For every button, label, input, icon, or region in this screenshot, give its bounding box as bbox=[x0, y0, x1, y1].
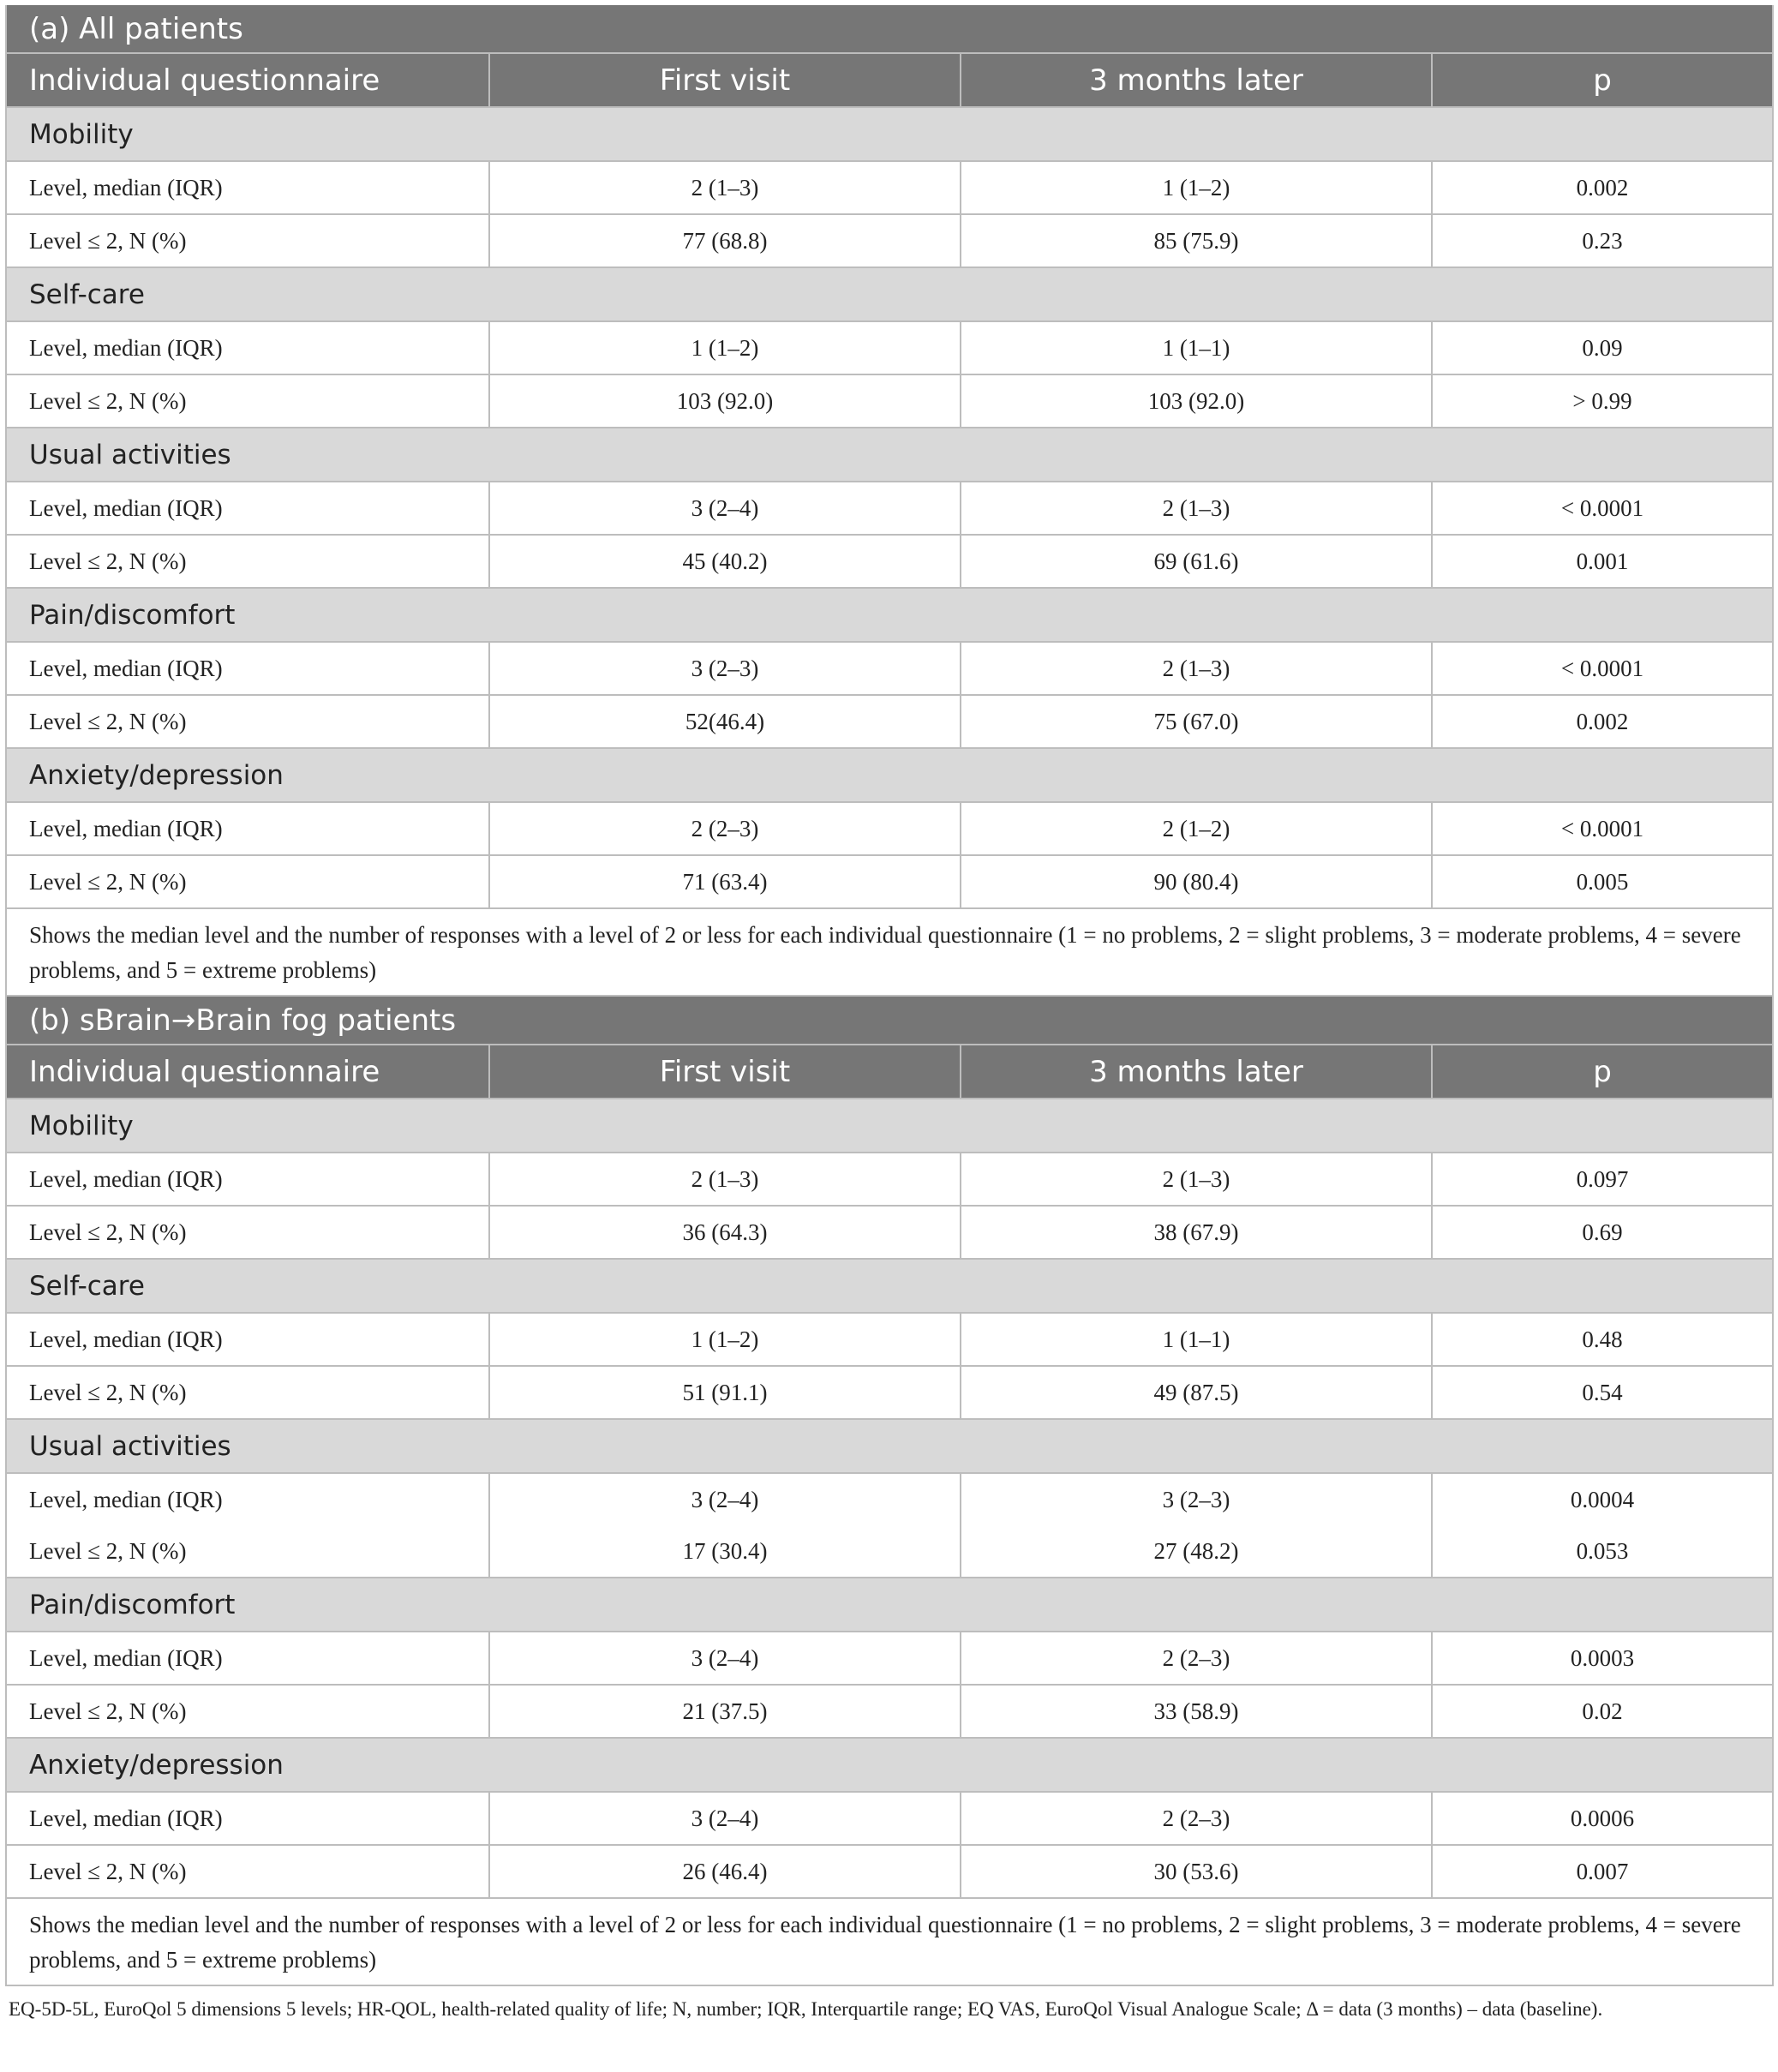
later-value: 69 (61.6) bbox=[961, 535, 1432, 588]
row-label: Level ≤ 2, N (%) bbox=[6, 374, 489, 428]
later-value: 2 (1–3) bbox=[961, 642, 1432, 695]
results-table bbox=[5, 5, 1774, 1986]
row-label: Level, median (IQR) bbox=[6, 1313, 489, 1366]
row-label: Level ≤ 2, N (%) bbox=[6, 1525, 489, 1578]
column-header-p: p bbox=[1432, 53, 1773, 107]
table-note: Shows the median level and the number of responses with a level of 2 or less for each individual questionnaire (1 = no problems, 2 = slight problems, 3 = moderate problems, 4 = severe problems, and 5 = extreme problems) bbox=[6, 1898, 1773, 1985]
table-row bbox=[6, 321, 1773, 374]
later-value: 30 (53.6) bbox=[961, 1845, 1432, 1898]
later-value: 2 (2–3) bbox=[961, 1792, 1432, 1845]
table-row bbox=[6, 1525, 1773, 1578]
table-row bbox=[6, 535, 1773, 588]
section-header-row bbox=[6, 107, 1773, 161]
p-value: 0.053 bbox=[1432, 1525, 1773, 1578]
first-visit-value: 52(46.4) bbox=[489, 695, 961, 748]
section-name: Usual activities bbox=[6, 1419, 1773, 1473]
p-value: 0.002 bbox=[1432, 161, 1773, 214]
row-label: Level ≤ 2, N (%) bbox=[6, 535, 489, 588]
table-title-row bbox=[6, 996, 1773, 1045]
later-value: 1 (1–1) bbox=[961, 321, 1432, 374]
table-row bbox=[6, 1845, 1773, 1898]
section-header-row bbox=[6, 1099, 1773, 1153]
p-value: 0.69 bbox=[1432, 1206, 1773, 1259]
first-visit-value: 3 (2–4) bbox=[489, 1792, 961, 1845]
table-row bbox=[6, 161, 1773, 214]
column-header-first-visit: First visit bbox=[489, 1045, 961, 1099]
row-label: Level, median (IQR) bbox=[6, 1473, 489, 1525]
p-value: 0.002 bbox=[1432, 695, 1773, 748]
row-label: Level, median (IQR) bbox=[6, 1792, 489, 1845]
p-value: 0.09 bbox=[1432, 321, 1773, 374]
row-label: Level, median (IQR) bbox=[6, 802, 489, 855]
section-name: Mobility bbox=[6, 1099, 1773, 1153]
table-title: (b) sBrain→Brain fog patients bbox=[6, 996, 1773, 1045]
first-visit-value: 2 (1–3) bbox=[489, 161, 961, 214]
p-value: 0.0004 bbox=[1432, 1473, 1773, 1525]
section-name: Mobility bbox=[6, 107, 1773, 161]
p-value: 0.097 bbox=[1432, 1153, 1773, 1206]
column-header-questionnaire: Individual questionnaire bbox=[6, 53, 489, 107]
table-row bbox=[6, 1792, 1773, 1845]
first-visit-value: 3 (2–4) bbox=[489, 1473, 961, 1525]
row-label: Level, median (IQR) bbox=[6, 1632, 489, 1685]
first-visit-value: 45 (40.2) bbox=[489, 535, 961, 588]
row-label: Level ≤ 2, N (%) bbox=[6, 695, 489, 748]
later-value: 2 (2–3) bbox=[961, 1632, 1432, 1685]
row-label: Level ≤ 2, N (%) bbox=[6, 1685, 489, 1738]
first-visit-value: 3 (2–4) bbox=[489, 1632, 961, 1685]
section-header-row bbox=[6, 588, 1773, 642]
first-visit-value: 1 (1–2) bbox=[489, 321, 961, 374]
section-header-row bbox=[6, 1578, 1773, 1632]
later-value: 49 (87.5) bbox=[961, 1366, 1432, 1419]
table-row bbox=[6, 1313, 1773, 1366]
column-header-later: 3 months later bbox=[961, 1045, 1432, 1099]
later-value: 2 (1–3) bbox=[961, 1153, 1432, 1206]
p-value: < 0.0001 bbox=[1432, 642, 1773, 695]
first-visit-value: 71 (63.4) bbox=[489, 855, 961, 908]
row-label: Level, median (IQR) bbox=[6, 321, 489, 374]
p-value: 0.54 bbox=[1432, 1366, 1773, 1419]
table-row bbox=[6, 1632, 1773, 1685]
table-footnote: EQ-5D-5L, EuroQol 5 dimensions 5 levels; HR-QOL, health-related quality of life; N, number; IQR, Interquartile range; EQ VAS, EuroQol Visual Analogue Scale; Δ = data (3 months) – data (baseline). bbox=[9, 1998, 1603, 2020]
first-visit-value: 3 (2–4) bbox=[489, 482, 961, 535]
row-label: Level, median (IQR) bbox=[6, 1153, 489, 1206]
section-name: Self-care bbox=[6, 1259, 1773, 1313]
table-title: (a) All patients bbox=[6, 5, 1773, 53]
later-value: 2 (1–2) bbox=[961, 802, 1432, 855]
later-value: 38 (67.9) bbox=[961, 1206, 1432, 1259]
p-value: 0.001 bbox=[1432, 535, 1773, 588]
later-value: 3 (2–3) bbox=[961, 1473, 1432, 1525]
first-visit-value: 36 (64.3) bbox=[489, 1206, 961, 1259]
later-value: 75 (67.0) bbox=[961, 695, 1432, 748]
table-row bbox=[6, 1153, 1773, 1206]
row-label: Level, median (IQR) bbox=[6, 161, 489, 214]
column-header-row bbox=[6, 1045, 1773, 1099]
table-row bbox=[6, 1206, 1773, 1259]
table-note-row bbox=[6, 1898, 1773, 1985]
section-header-row bbox=[6, 267, 1773, 321]
later-value: 33 (58.9) bbox=[961, 1685, 1432, 1738]
later-value: 85 (75.9) bbox=[961, 214, 1432, 267]
table-row bbox=[6, 855, 1773, 908]
table-row bbox=[6, 1366, 1773, 1419]
section-name: Anxiety/depression bbox=[6, 748, 1773, 802]
section-name: Self-care bbox=[6, 267, 1773, 321]
later-value: 103 (92.0) bbox=[961, 374, 1432, 428]
p-value: < 0.0001 bbox=[1432, 802, 1773, 855]
row-label: Level ≤ 2, N (%) bbox=[6, 1845, 489, 1898]
table-row bbox=[6, 482, 1773, 535]
section-header-row bbox=[6, 428, 1773, 482]
table-title-row bbox=[6, 5, 1773, 53]
table-row bbox=[6, 1473, 1773, 1525]
first-visit-value: 21 (37.5) bbox=[489, 1685, 961, 1738]
first-visit-value: 1 (1–2) bbox=[489, 1313, 961, 1366]
first-visit-value: 2 (1–3) bbox=[489, 1153, 961, 1206]
results-page bbox=[5, 5, 1772, 2026]
p-value: 0.48 bbox=[1432, 1313, 1773, 1366]
p-value: 0.02 bbox=[1432, 1685, 1773, 1738]
row-label: Level ≤ 2, N (%) bbox=[6, 855, 489, 908]
column-header-p: p bbox=[1432, 1045, 1773, 1099]
first-visit-value: 2 (2–3) bbox=[489, 802, 961, 855]
table-row bbox=[6, 374, 1773, 428]
section-header-row bbox=[6, 748, 1773, 802]
first-visit-value: 26 (46.4) bbox=[489, 1845, 961, 1898]
table-note-row bbox=[6, 908, 1773, 996]
column-header-row bbox=[6, 53, 1773, 107]
p-value: < 0.0001 bbox=[1432, 482, 1773, 535]
table-row bbox=[6, 802, 1773, 855]
column-header-first-visit: First visit bbox=[489, 53, 961, 107]
later-value: 27 (48.2) bbox=[961, 1525, 1432, 1578]
row-label: Level ≤ 2, N (%) bbox=[6, 214, 489, 267]
section-header-row bbox=[6, 1419, 1773, 1473]
first-visit-value: 51 (91.1) bbox=[489, 1366, 961, 1419]
table-row bbox=[6, 642, 1773, 695]
section-name: Usual activities bbox=[6, 428, 1773, 482]
p-value: > 0.99 bbox=[1432, 374, 1773, 428]
first-visit-value: 103 (92.0) bbox=[489, 374, 961, 428]
section-name: Pain/discomfort bbox=[6, 1578, 1773, 1632]
p-value: 0.0003 bbox=[1432, 1632, 1773, 1685]
row-label: Level ≤ 2, N (%) bbox=[6, 1366, 489, 1419]
later-value: 2 (1–3) bbox=[961, 482, 1432, 535]
later-value: 1 (1–2) bbox=[961, 161, 1432, 214]
table-row bbox=[6, 214, 1773, 267]
row-label: Level, median (IQR) bbox=[6, 482, 489, 535]
first-visit-value: 77 (68.8) bbox=[489, 214, 961, 267]
column-header-later: 3 months later bbox=[961, 53, 1432, 107]
p-value: 0.23 bbox=[1432, 214, 1773, 267]
later-value: 90 (80.4) bbox=[961, 855, 1432, 908]
section-name: Anxiety/depression bbox=[6, 1738, 1773, 1792]
p-value: 0.007 bbox=[1432, 1845, 1773, 1898]
table-row bbox=[6, 695, 1773, 748]
column-header-questionnaire: Individual questionnaire bbox=[6, 1045, 489, 1099]
table-note: Shows the median level and the number of responses with a level of 2 or less for each individual questionnaire (1 = no problems, 2 = slight problems, 3 = moderate problems, 4 = severe problems, and 5 = extreme problems) bbox=[6, 908, 1773, 996]
first-visit-value: 17 (30.4) bbox=[489, 1525, 961, 1578]
row-label: Level ≤ 2, N (%) bbox=[6, 1206, 489, 1259]
section-header-row bbox=[6, 1259, 1773, 1313]
first-visit-value: 3 (2–3) bbox=[489, 642, 961, 695]
p-value: 0.0006 bbox=[1432, 1792, 1773, 1845]
p-value: 0.005 bbox=[1432, 855, 1773, 908]
section-name: Pain/discomfort bbox=[6, 588, 1773, 642]
section-header-row bbox=[6, 1738, 1773, 1792]
row-label: Level, median (IQR) bbox=[6, 642, 489, 695]
later-value: 1 (1–1) bbox=[961, 1313, 1432, 1366]
table-row bbox=[6, 1685, 1773, 1738]
